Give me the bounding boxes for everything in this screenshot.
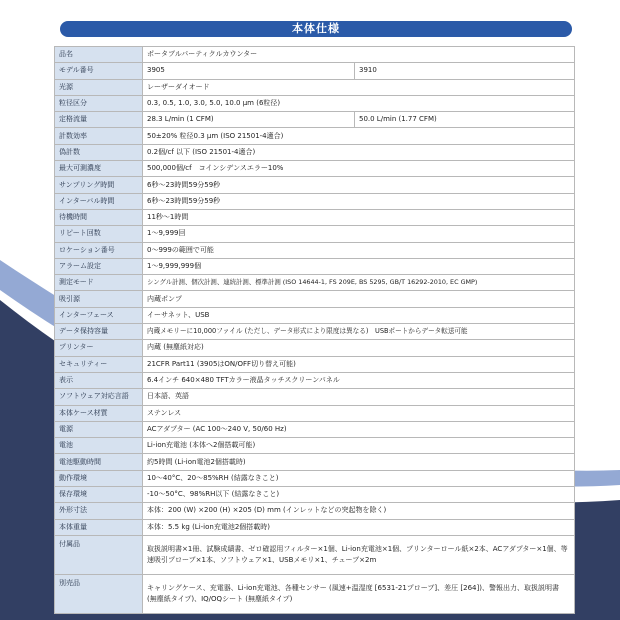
spec-value-3910: 3910	[355, 63, 575, 79]
table-row	[55, 177, 575, 193]
table-row	[55, 324, 575, 340]
spec-label: インターバル時間	[55, 193, 143, 209]
spec-label: 電池	[55, 438, 143, 454]
table-row	[55, 307, 575, 323]
table-row	[55, 128, 575, 144]
spec-label: 外形寸法	[55, 503, 143, 519]
spec-label: アラーム設定	[55, 258, 143, 274]
spec-label: 電源	[55, 421, 143, 437]
spec-label: リピート回数	[55, 226, 143, 242]
table-row	[55, 372, 575, 388]
table-row	[55, 275, 575, 291]
spec-label: 表示	[55, 372, 143, 388]
table-row	[55, 95, 575, 111]
spec-value: 内蔵 (無塵紙対応)	[143, 340, 575, 356]
table-row	[55, 470, 575, 486]
table-row	[55, 519, 575, 535]
spec-value: レーザーダイオード	[143, 79, 575, 95]
spec-value: 本体：200 (W) ×200 (H) ×205 (D) mm (インレットなどの突起物を除く)	[143, 503, 575, 519]
spec-label: 光源	[55, 79, 143, 95]
spec-label: データ保持容量	[55, 324, 143, 340]
spec-label: 付属品	[55, 535, 143, 574]
table-row	[55, 79, 575, 95]
spec-value: イーサネット、USB	[143, 307, 575, 323]
spec-value: 1～9,999回	[143, 226, 575, 242]
table-row	[55, 144, 575, 160]
spec-label: 測定モード	[55, 275, 143, 291]
spec-value-3910: 50.0 L/min (1.77 CFM)	[355, 112, 575, 128]
spec-value: 6.4インチ 640×480 TFTカラー液晶タッチスクリーンパネル	[143, 372, 575, 388]
spec-value-3905: 28.3 L/min (1 CFM)	[143, 112, 355, 128]
table-row	[55, 340, 575, 356]
spec-label: 電池駆動時間	[55, 454, 143, 470]
spec-value: 21CFR Part11 (3905はON/OFF切り替え可能)	[143, 356, 575, 372]
table-row	[55, 47, 575, 63]
spec-value: キャリングケース、充電器、Li-ion充電池、各種センサー (風速+温湿度 [6531-21プローブ]、差圧 [264])、警報出力、取扱説明書 (無塵紙タイプ)、IQ/OQシート (無塵紙タイプ)	[143, 574, 575, 613]
spec-value: 0～999の範囲で可能	[143, 242, 575, 258]
spec-value: 日本語、英語	[143, 389, 575, 405]
table-row	[55, 405, 575, 421]
spec-label: 最大可測濃度	[55, 161, 143, 177]
spec-label: セキュリティー	[55, 356, 143, 372]
table-row	[55, 193, 575, 209]
spec-value: ACアダプター (AC 100～240 V, 50/60 Hz)	[143, 421, 575, 437]
table-row	[55, 242, 575, 258]
spec-value: 本体：5.5 kg (Li-ion充電池2個搭載時)	[143, 519, 575, 535]
spec-label: 保存環境	[55, 487, 143, 503]
spec-value: ポータブルパーティクルカウンター	[143, 47, 575, 63]
spec-value: 10～40°C、20～85%RH (結露なきこと)	[143, 470, 575, 486]
spec-value: 内蔵メモリーに10,000ファイル (ただし、データ形式により限度は異なる) USBポートからデータ転送可能	[143, 324, 575, 340]
spec-value-3905: 3905	[143, 63, 355, 79]
table-row	[55, 487, 575, 503]
spec-value: -10～50°C、98%RH以下 (結露なきこと)	[143, 487, 575, 503]
spec-label: プリンター	[55, 340, 143, 356]
spec-value: 6秒～23時間59分59秒	[143, 177, 575, 193]
spec-label: インターフェース	[55, 307, 143, 323]
table-row	[55, 112, 575, 128]
spec-value: 内蔵ポンプ	[143, 291, 575, 307]
spec-value: 1～9,999,999個	[143, 258, 575, 274]
table-row	[55, 535, 575, 574]
table-row	[55, 63, 575, 79]
spec-value: 約5時間 (Li-ion電池2個搭載時)	[143, 454, 575, 470]
spec-label: 本体重量	[55, 519, 143, 535]
spec-label: サンプリング時間	[55, 177, 143, 193]
spec-value: 0.3, 0.5, 1.0, 3.0, 5.0, 10.0 μm (6粒径)	[143, 95, 575, 111]
spec-label: 品名	[55, 47, 143, 63]
spec-value: 11秒～1時間	[143, 209, 575, 225]
table-row	[55, 574, 575, 613]
table-row	[55, 161, 575, 177]
spec-label: ロケーション番号	[55, 242, 143, 258]
table-row	[55, 209, 575, 225]
table-row	[55, 503, 575, 519]
spec-label: 計数効率	[55, 128, 143, 144]
table-row	[55, 226, 575, 242]
table-row	[55, 454, 575, 470]
spec-label: モデル番号	[55, 63, 143, 79]
spec-header-bar: 本体仕様	[60, 21, 572, 37]
table-row	[55, 356, 575, 372]
spec-value: Li-ion充電池 (本体へ2個搭載可能)	[143, 438, 575, 454]
spec-label: 待機時間	[55, 209, 143, 225]
table-row	[55, 258, 575, 274]
table-row	[55, 421, 575, 437]
spec-value: 取扱説明書×1冊、試験成績書、ゼロ確認用フィルター×1個、Li-ion充電池×1個、プリンターロール紙×2本、ACアダプター×1個、等速吸引プローブ×1本、ソフトウェア×1、USBメモリ×1、チューブ×2m	[143, 535, 575, 574]
table-row	[55, 291, 575, 307]
table-row	[55, 389, 575, 405]
spec-value: 0.2個/cf 以下 (ISO 21501-4適合)	[143, 144, 575, 160]
spec-label: 本体ケース材質	[55, 405, 143, 421]
spec-value: ステンレス	[143, 405, 575, 421]
spec-label: 粒径区分	[55, 95, 143, 111]
spec-label: 偽計数	[55, 144, 143, 160]
spec-label: 定格流量	[55, 112, 143, 128]
spec-value: 500,000個/cf コインシデンスエラー10%	[143, 161, 575, 177]
spec-table	[54, 46, 575, 614]
spec-value: 50±20% 粒径0.3 μm (ISO 21501-4適合)	[143, 128, 575, 144]
spec-label: 動作環境	[55, 470, 143, 486]
table-row	[55, 438, 575, 454]
spec-value: 6秒～23時間59分59秒	[143, 193, 575, 209]
spec-label: 吸引源	[55, 291, 143, 307]
spec-value: シングル計測、個次計測、連続計測、標準計測 (ISO 14644-1, FS 209E, BS 5295, GB/T 16292-2010, EC GMP)	[143, 275, 575, 291]
spec-label: ソフトウェア対応言語	[55, 389, 143, 405]
spec-label: 別売品	[55, 574, 143, 613]
